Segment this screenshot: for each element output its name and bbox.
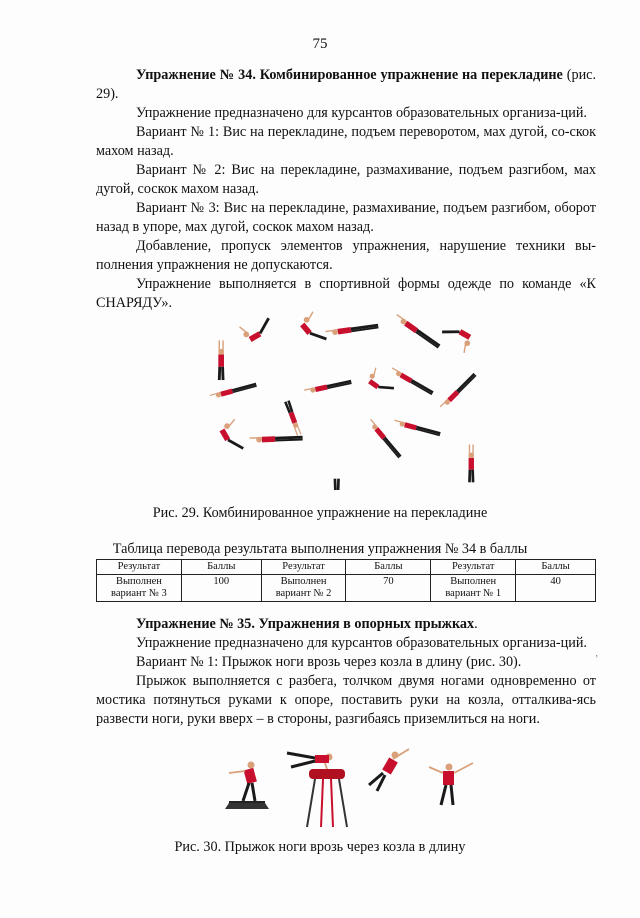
table-cell: Выполнен вариант № 2	[261, 575, 346, 602]
vault-horse	[307, 769, 347, 827]
gymnast-flight	[369, 749, 409, 791]
table-cell: Выполнен вариант № 1	[431, 575, 516, 602]
exercise-34-title: Упражнение № 34. Комбинированное упражнение на перекладине	[136, 67, 563, 83]
table-header-row	[97, 560, 596, 575]
exercise-34-paragraph-3: Вариант № 2: Вис на перекладине, размахивание, подъем разгибом, мах дугой, соскок махом назад.	[96, 162, 596, 197]
figure-29-caption: Рис. 29. Комбинированное упражнение на перекладине	[152, 505, 488, 521]
table-cell: 70	[346, 575, 431, 602]
table-cell: 40	[516, 575, 596, 602]
exercise-34-paragraph-2: Вариант № 1: Вис на перекладине, подъем переворотом, мах дугой, со-скок махом назад.	[96, 124, 596, 159]
figure-29-row-2	[210, 367, 477, 436]
exercise-35-paragraph-1: Упражнение предназначено для курсантов образовательных организа-ций.	[136, 635, 587, 651]
table-header-cell: Результат	[97, 560, 182, 575]
table-header-cell: Баллы	[181, 560, 261, 575]
table-cell: Выполнен вариант № 3	[97, 575, 182, 602]
exercise-34-paragraph-5: Добавление, пропуск элементов упражнения, нарушение техники вы-полнения упражнения не допускаются.	[96, 238, 596, 273]
score-table	[96, 559, 596, 602]
gymnast-landing	[429, 763, 473, 805]
figure-30-illustration	[215, 745, 485, 835]
exercise-35-text	[96, 615, 596, 729]
figure-29-row-3	[217, 419, 474, 490]
table-title: Таблица перевода результата выполнения упражнения № 34 в баллы	[112, 541, 528, 557]
margin-mark: ,	[595, 648, 598, 659]
gymnast-run-up	[229, 762, 257, 802]
figure-30-caption: Рис. 30. Прыжок ноги врозь через козла в длину	[174, 839, 466, 855]
exercise-35-title: Упражнение № 35. Упражнения в опорных прыжках	[136, 616, 475, 632]
figure-29-row-1	[218, 312, 476, 380]
springboard	[225, 801, 269, 809]
table-header-cell: Результат	[261, 560, 346, 575]
exercise-34-title-suffix: (рис. 29).	[96, 67, 597, 102]
gymnast-on-horse	[287, 753, 333, 769]
exercise-34-heading	[96, 66, 596, 104]
table-header-cell: Результат	[431, 560, 516, 575]
table-cell: 100	[181, 575, 261, 602]
exercise-35-title-suffix: .	[474, 616, 478, 632]
exercise-35-heading	[96, 615, 596, 634]
figure-29-illustration	[200, 310, 500, 490]
table-header-cell: Баллы	[346, 560, 431, 575]
table-row	[97, 575, 596, 602]
exercise-34-paragraph-4: Вариант № 3: Вис на перекладине, размахивание, подъем разгибом, оборот назад в упоре, мах дугой, соскок махом назад.	[96, 200, 596, 235]
exercise-34-paragraph-6: Упражнение выполняется в спортивной формы одежде по команде «К СНАРЯДУ».	[96, 276, 596, 311]
exercise-34-paragraph-1: Упражнение предназначено для курсантов образовательных организа-ций.	[136, 105, 587, 121]
exercise-35-paragraph-2: Вариант № 1: Прыжок ноги врозь через козла в длину (рис. 30).	[136, 654, 522, 670]
exercise-35-paragraph-3: Прыжок выполняется с разбега, толчком двумя ногами одновременно от мостика потянуться руками к опоре, поставить руки на козла, отталкива-ясь развести ноги, руки вверх – в стороны, разгибаясь приземлиться на ноги.	[96, 673, 596, 727]
exercise-34-text	[96, 66, 596, 313]
page-number: 75	[312, 36, 328, 52]
table-header-cell: Баллы	[516, 560, 596, 575]
